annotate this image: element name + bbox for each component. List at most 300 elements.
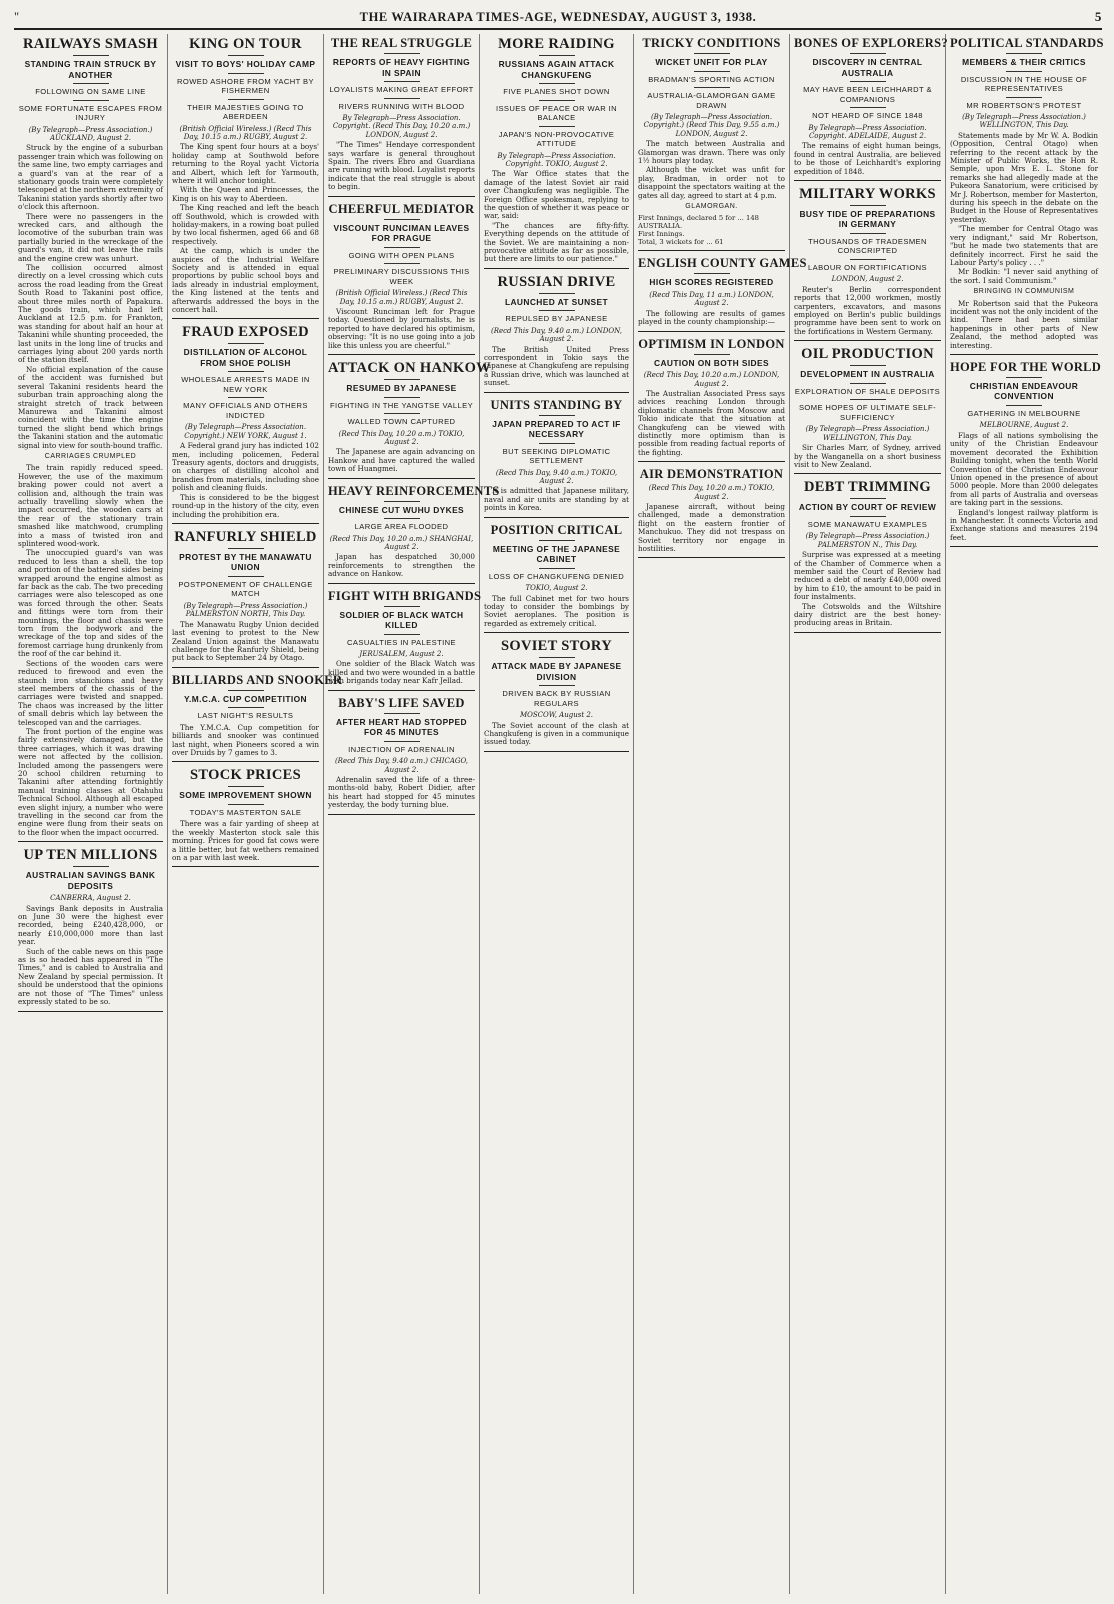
article (328, 36, 475, 197)
subheadline: CASUALTIES IN PALESTINE (347, 637, 456, 647)
paragraph: Reuter's Berlin correspondent reports that 12,000 workmen, mostly carpenters, excavators, and masons employed on Berlin's public buildings programme have been sent to work on the fortifications in Western Germany. (794, 284, 941, 336)
article (328, 696, 475, 815)
divider (228, 548, 264, 549)
byline: By Telegraph—Press Association. Copyright. TOKIO, August 2. (497, 151, 616, 168)
paragraph: The Australian Associated Press says advices reaching London through diplomatic channels from Moscow and Tokio indicate that the situation at Changkufeng can be viewed with distinctly more optimism than is possible from reading factual reports of the fighting. (638, 388, 785, 457)
article (794, 36, 948, 181)
subheadline: AFTER HEART HAD STOPPED FOR 45 MINUTES (336, 716, 467, 738)
subheadline: MAY HAVE BEEN LEICHHARDT & COMPANIONS (803, 85, 932, 104)
headline: MILITARY WORKS (799, 185, 936, 202)
subheadline: DEVELOPMENT IN AUSTRALIA (800, 369, 935, 380)
divider (228, 786, 264, 787)
score-line: First Innings, declared 5 for ... 148 (638, 214, 759, 223)
headline: HEAVY REINFORCEMENTS (328, 483, 500, 498)
byline: MOSCOW, August 2. (519, 711, 594, 720)
article-end-rule (484, 517, 629, 518)
byline: LONDON, August 2. (831, 275, 904, 284)
divider (384, 379, 420, 380)
subheadline: SOME FORTUNATE ESCAPES FROM INJURY (18, 103, 163, 122)
subheadline: SOME IMPROVEMENT SHOWN (179, 790, 312, 801)
article (638, 256, 807, 331)
byline: (Recd This Day, 9.40 a.m.) TOKIO, August 2. (495, 468, 618, 486)
paragraph: Surprise was expressed at a meeting of the Chamber of Commerce when a member said the Court of Review had reduced a debt of nearly £40,000 owed by him to £10, the amount to be paid in four instalments. (794, 550, 941, 602)
byline: (By Telegraph—Press Association.) PALMERSTON N., This Day. (805, 532, 930, 549)
article-end-rule (638, 250, 785, 251)
divider (73, 100, 109, 101)
divider (384, 634, 420, 635)
byline: (By Telegraph—Press Association.) AUCKLAND, August 2. (28, 125, 153, 142)
article-end-rule (328, 690, 475, 691)
paragraph: The following are results of games played in the county championship:— (638, 308, 785, 327)
divider (539, 685, 575, 686)
article (484, 274, 629, 393)
article (484, 36, 629, 269)
paragraph: Savings Bank deposits in Australia on June 30 were the highest ever recorded, being £240,428,000, or nearly £10,000,000 more than last year. (18, 903, 163, 947)
article-end-rule (484, 392, 629, 393)
subheadline: TODAY'S MASTERTON SALE (189, 807, 302, 817)
divider (1006, 53, 1042, 54)
article-end-rule (484, 268, 629, 269)
headline: THE REAL STRUGGLE (330, 36, 473, 50)
subheadline: ISSUES OF PEACE OR WAR IN BALANCE (495, 103, 618, 122)
paragraph: Struck by the engine of a suburban passenger train which was following on the same line, two empty carriages and a guard's van at the rear of a stationary goods train were completely telescoped at the northern extremity of Takanini station yards shortly after two o'clock this afternoon. (18, 143, 163, 212)
divider (694, 273, 730, 274)
section-head: CARRIAGES CRUMPLED (44, 452, 137, 460)
article (328, 483, 500, 584)
divider (694, 53, 730, 54)
headline: FRAUD EXPOSED (182, 324, 309, 341)
headline: OIL PRODUCTION (801, 346, 934, 363)
article-end-rule (172, 667, 319, 668)
column-7 (946, 34, 1102, 1594)
section-head: BRINGING IN COMMUNISM (973, 288, 1075, 296)
subheadline: LOYALISTS MAKING GREAT EFFORT (329, 85, 474, 94)
byline: (Recd This Day, 10.20 a.m.) TOKIO, August 2. (648, 484, 775, 501)
divider (850, 259, 886, 260)
divider (384, 247, 420, 248)
masthead-title: THE WAIRARAPA TIMES-AGE, WEDNESDAY, AUGUST 3, 1938. (359, 9, 757, 24)
article-end-rule (794, 340, 941, 341)
paragraph: The front portion of the engine was fairly extensively damaged, but the three carriages, which it was drawing were not affected by the collision. Included among the passengers were 20 school children returning to Takanini after attending fortnightly manual training classes at Otahuhu Technical School. Although all escaped even slight injury, a number who were travelling in the second car from the engine were flung from their seats on to the floor when the impact occurred. (18, 726, 163, 837)
divider (539, 126, 575, 127)
article (18, 847, 163, 1011)
article (794, 346, 941, 474)
article (794, 479, 941, 632)
divider (850, 399, 886, 400)
subheadline: LOSS OF CHANGKUFENG DENIED (488, 571, 625, 581)
subheadline: STANDING TRAIN STRUCK BY ANOTHER (24, 59, 157, 80)
paragraph: Mr Robertson said that the Pukeora incident was not the only incident of the kind. There had been similar happenings in other parts of New Zealand, the method adopted was interesting. (950, 298, 1098, 350)
headline: RANFURLY SHIELD (174, 528, 317, 545)
divider (228, 55, 264, 56)
article-end-rule (172, 866, 319, 867)
paragraph: The match between Australia and Glamorgan was drawn. There was only 1½ hours play today. (638, 139, 785, 166)
subheadline: LABOUR ON FORTIFICATIONS (807, 262, 927, 272)
article (950, 359, 1102, 547)
subheadline: BUT SEEKING DIPLOMATIC SETTLEMENT (502, 446, 611, 466)
divider (850, 365, 886, 366)
divider (384, 713, 420, 714)
headline: MORE RAIDING (498, 36, 615, 52)
article-end-rule (638, 461, 785, 462)
subheadline: MEETING OF THE JAPANESE CABINET (492, 543, 621, 565)
headline: FIGHT WITH BRIGANDS (328, 588, 482, 603)
article (18, 36, 163, 842)
headline: BONES OF EXPLORERS? (794, 36, 948, 50)
headline: RAILWAYS SMASH (23, 36, 158, 52)
page-number: 5 (1094, 9, 1102, 24)
divider (228, 707, 264, 708)
column-2 (168, 34, 343, 1594)
paragraph: The full Cabinet met for two hours today to consider the bombings by Soviet aeroplanes. The position is regarded as extremely critical. (484, 593, 629, 628)
byline: (Recd This Day, 10.20 a.m.) TOKIO, August 2. (338, 429, 465, 446)
paragraph: This is considered to be the biggest round-up in the history of the city, even including the prohibition era. (172, 492, 319, 519)
paragraph: Statements made by Mr W. A. Bodkin (Opposition, Central Otago) when referring to the recent attack by the Minister of Public Works, the Hon R. Semple, upon Mrs E. L. Stone for remarks she had allegedly made at the Pukeora Sanatorium, were criticised by Mr J. Robertson, member for Masterton, during his speech in the debate on the Budget in the House of Representatives yesterday. (950, 130, 1098, 224)
article-end-rule (328, 814, 475, 815)
divider (539, 55, 575, 56)
byline: (Recd This Day, 11 a.m.) LONDON, August 2. (649, 290, 774, 308)
article-end-rule (950, 546, 1098, 547)
article (484, 523, 629, 634)
subheadline: MR ROBERTSON'S PROTEST (966, 100, 1082, 110)
byline: (British Official Wireless.) (Recd This Day, 10.15 a.m.) RUGBY, August 2. (179, 124, 312, 141)
divider (384, 98, 420, 99)
divider (384, 53, 420, 54)
headline: AIR DEMONSTRATION (639, 467, 784, 482)
paragraph: One soldier of the Black Watch was killed and two were wounded in a battle with brigands today near Kafr Jellad. (328, 659, 475, 686)
paragraph: "The Times" Hendaye correspondent says warfare is general throughout Spain. The rivers Ebro and Guardiana are running with blood. Loyalist reports indicate that the real struggle is about to begin. (328, 140, 475, 192)
article-end-rule (172, 318, 319, 319)
divider (384, 501, 420, 502)
subheadline: VISCOUNT RUNCIMAN LEAVES FOR PRAGUE (333, 222, 470, 244)
byline: (By Telegraph—Press Association.) WELLINGTON, This Day. (805, 425, 930, 442)
subheadline: BRADMAN'S SPORTING ACTION (648, 74, 775, 84)
byline: (By Telegraph—Press Association.) WELLINGTON, This Day. (962, 113, 1086, 130)
paragraph: The Soviet account of the clash at Changkufeng is given in a communique issued today. (484, 720, 629, 747)
subheadline: DISTILLATION OF ALCOHOL FROM SHOE POLISH (183, 347, 308, 368)
paragraph: Although the wicket was unfit for play, Bradman, in order not to disappoint the spectators waiting at the gates all day, agreed to start at 4 p.m. (638, 165, 785, 200)
divider (539, 310, 575, 311)
article-end-rule (172, 523, 319, 524)
subheadline: SOME MANAWATU EXAMPLES (807, 519, 928, 529)
subheadline: RIVERS RUNNING WITH BLOOD (338, 101, 465, 111)
divider (228, 804, 264, 805)
divider (539, 100, 575, 101)
subheadline: MANY OFFICIALS AND OTHERS INDICTED (183, 401, 308, 420)
article (484, 398, 629, 518)
article-end-rule (172, 761, 319, 762)
divider (694, 354, 730, 355)
divider (228, 371, 264, 372)
masthead (14, 6, 1102, 30)
subheadline: ATTACK MADE BY JAPANESE DIVISION (491, 661, 622, 682)
subheadline: LAUNCHED AT SUNSET (504, 296, 609, 307)
headline: POSITION CRITICAL (490, 522, 623, 537)
subheadline: FIGHTING IN THE YANGTSE VALLEY (329, 400, 474, 410)
divider (1006, 405, 1042, 406)
divider (850, 107, 886, 108)
byline: (Recd This Day, 9.40 a.m.) LONDON, August 2. (490, 326, 623, 344)
article-end-rule (794, 632, 941, 633)
subheadline: REPULSED BY JAPANESE (505, 314, 608, 324)
article-end-rule (484, 632, 629, 633)
divider (73, 55, 109, 56)
divider (73, 866, 109, 867)
subheadline: WHOLESALE ARRESTS MADE IN NEW YORK (181, 375, 310, 394)
paragraph: There was a fair yarding of sheep at the weekly Masterton stock sale this morning. Prices for good fat cows were a little better, but fat wethers remained on a par with last week. (172, 819, 319, 862)
subheadline: GATHERING IN MELBOURNE (967, 408, 1081, 418)
divider (1006, 97, 1042, 98)
byline: (By Telegraph—Press Association. Copyright.) (Recd This Day, 9.55 a.m.) LONDON, August 2. (643, 113, 780, 138)
divider (1006, 71, 1042, 72)
subheadline: AUSTRALIA-GLAMORGAN GAME DRAWN (647, 91, 776, 110)
headline: TRICKY CONDITIONS (642, 36, 781, 50)
divider (384, 413, 420, 414)
subheadline: DISCUSSION IN THE HOUSE OF REPRESENTATIVES (960, 74, 1088, 93)
subheadline: GOING WITH OPEN PLANS (348, 250, 455, 260)
byline: By Telegraph—Press Association. Copyright. (Recd This Day, 10.20 a.m.) LONDON, August 2. (332, 114, 471, 139)
headline: HOPE FOR THE WORLD (950, 359, 1102, 374)
article (172, 529, 319, 668)
article (794, 186, 941, 341)
paragraph: There were no passengers in the wrecked cars, and although the locomotive of the suburban train was partially buried in the wreckage of the guard's van, it did not leave the rails and the engine crew was unhurt. (18, 211, 163, 263)
divider (850, 53, 886, 54)
divider (384, 397, 420, 398)
subheadline: WICKET UNFIT FOR PLAY (655, 57, 768, 67)
divider (539, 540, 575, 541)
divider (850, 516, 886, 517)
divider (384, 219, 420, 220)
subheadline: SOLDIER OF BLACK WATCH KILLED (339, 609, 464, 631)
paragraph: Flags of all nations symbolising the unity of the Christian Endeavour movement decorated the Exhibition Building tonight, when the tenth World Convention of the Christian Endeavour Union opened in the presence of about 5000 people. More than 2000 delegates from all parts of Australia and overseas are taking part in the sessions. (950, 430, 1098, 508)
article (172, 767, 319, 867)
subheadline: LARGE AREA FLOODED (354, 522, 449, 532)
divider (73, 83, 109, 84)
paragraph: The King spent four hours at a boys' holiday camp at Southwold before returning to the Royal yacht Victoria and Albert, which left for Yarmouth, where it will anchor tonight. (172, 142, 319, 185)
headline: BILLIARDS AND SNOOKER (172, 672, 343, 687)
paragraph: The Manawatu Rugby Union decided last evening to protest to the New Zealand Union against the Manawatu challenge for the Ranfurly Shield, being put back to September 24 by Otago. (172, 619, 319, 663)
subheadline: CHINESE CUT WUHU DYKES (338, 504, 465, 515)
byline: CANBERRA, August 2. (50, 894, 131, 903)
paragraph: "The member for Central Otago was very indignant," said Mr Robertson, "but he made two statements that are definitely incorrect. First he said the Labour Party's policy . . ." (950, 224, 1098, 267)
article-end-rule (18, 841, 163, 842)
byline: JERUSALEM, August 2. (359, 650, 444, 659)
divider (384, 741, 420, 742)
article-end-rule (328, 478, 475, 479)
divider (228, 99, 264, 100)
subheadline: FOLLOWING ON SAME LINE (35, 87, 146, 96)
byline: (Recd This Day, 10.20 a.m.) SHANGHAI, August 2. (329, 534, 474, 551)
column-1 (14, 34, 168, 1594)
subheadline: INJECTION OF ADRENALIN (348, 744, 455, 754)
subheadline: JAPAN PREPARED TO ACT IF NECESSARY (492, 418, 621, 440)
subheadline: JAPAN'S NON-PROVOCATIVE ATTITUDE (498, 129, 615, 148)
headline: CHEERFUL MEDIATOR (328, 201, 475, 216)
article (638, 36, 785, 251)
byline: MELBOURNE, August 2. (979, 421, 1069, 430)
subheadline: FIVE PLANES SHOT DOWN (503, 87, 610, 96)
paragraph: The King reached and left the beach off Southwold, which is crowded with holiday-makers, in a rowing boat pulled by two local fishermen, aged 66 and 68 respectively. (172, 203, 319, 246)
paragraph: England's longest railway platform is in Manchester. It connects Victoria and Exchange stations and measures 2194 feet. (950, 507, 1098, 542)
subheadline: SOME HOPES OF ULTIMATE SELF-SUFFICIENCY (798, 403, 937, 422)
article-end-rule (328, 196, 475, 197)
headline: SOVIET STORY (501, 638, 612, 655)
paragraph: The collision occurred almost directly on a level crossing which cuts across the road leading from the Great South Road to Takanini post office, about three miles north of Papakura. The goods train, which had left Auckland at 12.5 p.m. for Frankton, was standing for about half an hour at Takanini while shunting proceeded, the last units in the long line of trucks and carriages lying about 200 yards north of the station itself. (18, 263, 163, 365)
byline: By Telegraph—Press Association. Copyright. ADELAIDE, August 2. (808, 123, 927, 140)
subheadline: MEMBERS & THEIR CRITICS (962, 57, 1086, 67)
divider (228, 690, 264, 691)
subheadline: BUSY TIDE OF PREPARATIONS IN GERMANY (799, 208, 936, 230)
divider (384, 81, 420, 82)
divider (228, 343, 264, 344)
subheadline: PROTEST BY THE MANAWATU UNION (179, 551, 312, 573)
divider (228, 73, 264, 74)
subheadline: RUSSIANS AGAIN ATTACK CHANGKUFENG (498, 59, 615, 80)
subheadline: DISCOVERY IN CENTRAL AUSTRALIA (812, 57, 923, 78)
score-line: Total, 3 wickets for ... 61 (638, 238, 724, 247)
subheadline: NOT HEARD OF SINCE 1848 (812, 111, 923, 120)
headline: UNITS STANDING BY (490, 397, 623, 412)
divider (384, 518, 420, 519)
article (172, 324, 319, 523)
masthead-mark: " (14, 9, 20, 24)
divider (850, 233, 886, 234)
subheadline: HIGH SCORES REGISTERED (649, 277, 774, 288)
divider (228, 576, 264, 577)
article (638, 337, 785, 463)
article (172, 672, 343, 763)
subheadline: RESUMED BY JAPANESE (346, 383, 457, 393)
article-end-rule (18, 1011, 163, 1012)
divider (850, 205, 886, 206)
headline: DEBT TRIMMING (803, 479, 932, 496)
article (328, 360, 491, 479)
byline: (By Telegraph—Press Association. Copyright.) NEW YORK, August 1. (184, 423, 307, 440)
column-3 (324, 34, 500, 1594)
byline: TOKIO, August 2. (525, 584, 588, 593)
subheadline: THOUSANDS OF TRADESMEN CONSCRIPTED (808, 236, 927, 256)
paragraph: The British United Press correspondent in Tokio says the Japanese at Changkufeng are repulsing a Russian drive, which was launched at sunset. (484, 344, 629, 388)
article-end-rule (638, 331, 785, 332)
article-end-rule (484, 751, 629, 752)
article-end-rule (794, 180, 941, 181)
headline: ENGLISH COUNTY GAMES (638, 256, 807, 271)
paragraph: Mr Bodkin: "I never said anything of the sort. I said Communism." (950, 267, 1098, 285)
divider (539, 568, 575, 569)
column-6 (790, 34, 946, 1594)
paragraph: "The chances are fifty-fifty. Everything depends on the attitude of the Soviet. We are maintaining a non-provocative attitude as far as possible, but there are limits to our patience." (484, 220, 629, 264)
byline: (British Official Wireless.) (Recd This Day, 10.15 a.m.) RUGBY, August 2. (335, 289, 468, 306)
article (328, 202, 475, 355)
paragraph: The train rapidly reduced speed. However, the use of the maximum braking power could not avert a collision and, although the train was actually travelling slowly when the impact occurred, the wooden cars at the rear of the stationary train smashed like matchwood, crumpling into a mass of twisted iron and splintered wood-work. (18, 463, 163, 548)
divider (539, 293, 575, 294)
subheadline: THEIR MAJESTIES GOING TO ABERDEEN (187, 102, 304, 121)
subheadline: VISIT TO BOYS' HOLIDAY CAMP (175, 59, 316, 69)
subheadline: Y.M.C.A. CUP COMPETITION (184, 693, 307, 704)
paragraph: It is admitted that Japanese military, naval and air units are standing by at points in Korea. (484, 486, 629, 513)
divider (539, 443, 575, 444)
paragraph: Adrenalin saved the life of a three-months-old baby, Robert Didier, after his heart had stopped for 45 minutes yesterday, the body turning blue. (328, 775, 475, 810)
article (950, 36, 1104, 355)
paragraph: The Cotswolds and the Wiltshire dairy district are the best honey-producing areas in Britain. (794, 601, 941, 628)
byline: (By Telegraph—Press Association.) PALMERSTON NORTH, This Day. (183, 601, 308, 619)
headline: KING ON TOUR (189, 36, 302, 52)
subheadline: ROWED ASHORE FROM YACHT BY FISHERMEN (177, 76, 314, 95)
article-end-rule (638, 557, 785, 558)
divider (539, 83, 575, 84)
subheadline: EXPLORATION OF SHALE DEPOSITS (794, 386, 941, 396)
divider (384, 263, 420, 264)
paragraph: The War Office states that the damage of the latest Soviet air raid over Changkufeng was negligible. The Foreign Office spokesman, replying to the question of whether it was peace or war, said: (484, 169, 629, 221)
paragraph: The Japanese are again advancing on Hankow and have captured the walled town of Huangmei. (328, 447, 475, 474)
headline: STOCK PRICES (190, 767, 301, 784)
headline: BABY'S LIFE SAVED (338, 695, 465, 710)
divider (850, 383, 886, 384)
divider (850, 498, 886, 499)
subheadline: ACTION BY COURT OF REVIEW (798, 502, 937, 513)
columns-container (14, 34, 1102, 1594)
paragraph: The unoccupied guard's van was reduced to less than a shell, the top and portion of the battered sides being wrapped around the engine almost as far back as the cab. The two preceding carriages were also telescoped as one was forced through the other. Seats and fittings were torn from their mountings, the floor and chassis were torn from the bodywork and the wreckage of the top and sides of the foremost carriage hung drunkenly from the roof of the car behind it. (18, 548, 163, 659)
paragraph: Such of the cable news on this page as is so headed has appeared in "The Times," and is cabled to Australia and New Zealand by special permission. It should be understood that the opinions are not those of "The Times" unless expressly stated to be so. (18, 946, 163, 1007)
column-5 (634, 34, 807, 1594)
paragraph: The remains of eight human beings, found in central Australia, are believed to be those of Leichhardt's exploring expedition of 1848. (794, 141, 941, 176)
article (328, 588, 482, 691)
paragraph: The Y.M.C.A. Cup competition for billiards and snooker was continued last night, when Pioneers scored a win over Druids by 7 games to 3. (172, 722, 319, 757)
divider (694, 71, 730, 72)
paragraph: With the Queen and Princesses, the King is on his way to Aberdeen. (172, 185, 319, 203)
paragraph: Japan has despatched 30,000 reinforcements to strengthen the advance on Hankow. (328, 552, 475, 579)
paragraph: A Federal grand jury has indicted 102 men, including policemen, Federal Treasury agents, doctors and druggists, on charges of distilling alcohol and brandies from materials, including shoe polish and cleaning fluids. (172, 441, 319, 493)
scores-title: GLAMORGAN. (685, 203, 738, 211)
headline: RUSSIAN DRIVE (497, 273, 616, 290)
article-end-rule (328, 354, 475, 355)
article (172, 36, 319, 319)
divider (384, 606, 420, 607)
paragraph: Sections of the wooden cars were reduced to firewood and even the staunch iron stanchions and heavy steel members of the chassis of the carriages were twisted and snapped. The chaos was increased by the litter of small debris which lay between the telescoped van and the carriages. (18, 658, 163, 727)
headline: UP TEN MILLIONS (23, 847, 158, 864)
subheadline: PRELIMINARY DISCUSSIONS THIS WEEK (333, 267, 470, 286)
subheadline: AUSTRALIAN SAVINGS BANK DEPOSITS (25, 870, 156, 891)
paragraph: Viscount Runciman left for Prague today. Questioned by journalists, he is reported to have declared his optimism, observing: "It is no use going into a job like this unless you are cheerful." (328, 306, 475, 350)
article-end-rule (950, 354, 1098, 355)
article (484, 638, 629, 752)
headline: OPTIMISM IN LONDON (638, 336, 785, 351)
subheadline: CAUTION ON BOTH SIDES (654, 357, 769, 368)
article (638, 467, 785, 558)
subheadline: POSTPONEMENT OF CHALLENGE MATCH (178, 579, 313, 599)
divider (228, 397, 264, 398)
subheadline: CHRISTIAN ENDEAVOUR CONVENTION (969, 380, 1079, 402)
score-line: AUSTRALIA. (638, 222, 683, 231)
paragraph: At the camp, which is under the auspices of the Industrial Welfare Society and is attended in equal proportions by public school boys and lads already in industrial employment, the King listened at the tents and afterwards addressed the boys in the concert hall. (172, 246, 319, 315)
article-end-rule (794, 473, 941, 474)
paragraph: No official explanation of the cause of the accident was furnished but several Takanini residents heard the suburban train approaching along the straight stretch of track between Manurewa and Takanini almost coincident with the time the engine turned the slight bend which brings the Takanini station and the automatic signal into view for south-bound traffic. (18, 364, 163, 450)
divider (1006, 377, 1042, 378)
byline: (Recd This Day, 10.20 a.m.) LONDON, August 2. (643, 371, 780, 388)
paragraph: Japanese aircraft, without being challenged, made a demonstration flight on the eastern frontier of Manchukuo. They did not trespass on Soviet territory nor engage in hostilities. (638, 501, 785, 553)
divider (539, 657, 575, 658)
divider (539, 415, 575, 416)
subheadline: REPORTS OF HEAVY FIGHTING IN SPAIN (332, 57, 471, 78)
subheadline: WALLED TOWN CAPTURED (347, 417, 456, 426)
subheadline: DRIVEN BACK BY RUSSIAN REGULARS (502, 689, 611, 708)
subheadline: LAST NIGHT'S RESULTS (197, 711, 294, 721)
headline: POLITICAL STANDARDS (950, 36, 1104, 50)
article-end-rule (328, 583, 475, 584)
byline: (Recd This Day, 9.40 a.m.) CHICAGO, August 2. (334, 757, 469, 774)
score-line: First Innings. (638, 230, 685, 239)
divider (694, 87, 730, 88)
